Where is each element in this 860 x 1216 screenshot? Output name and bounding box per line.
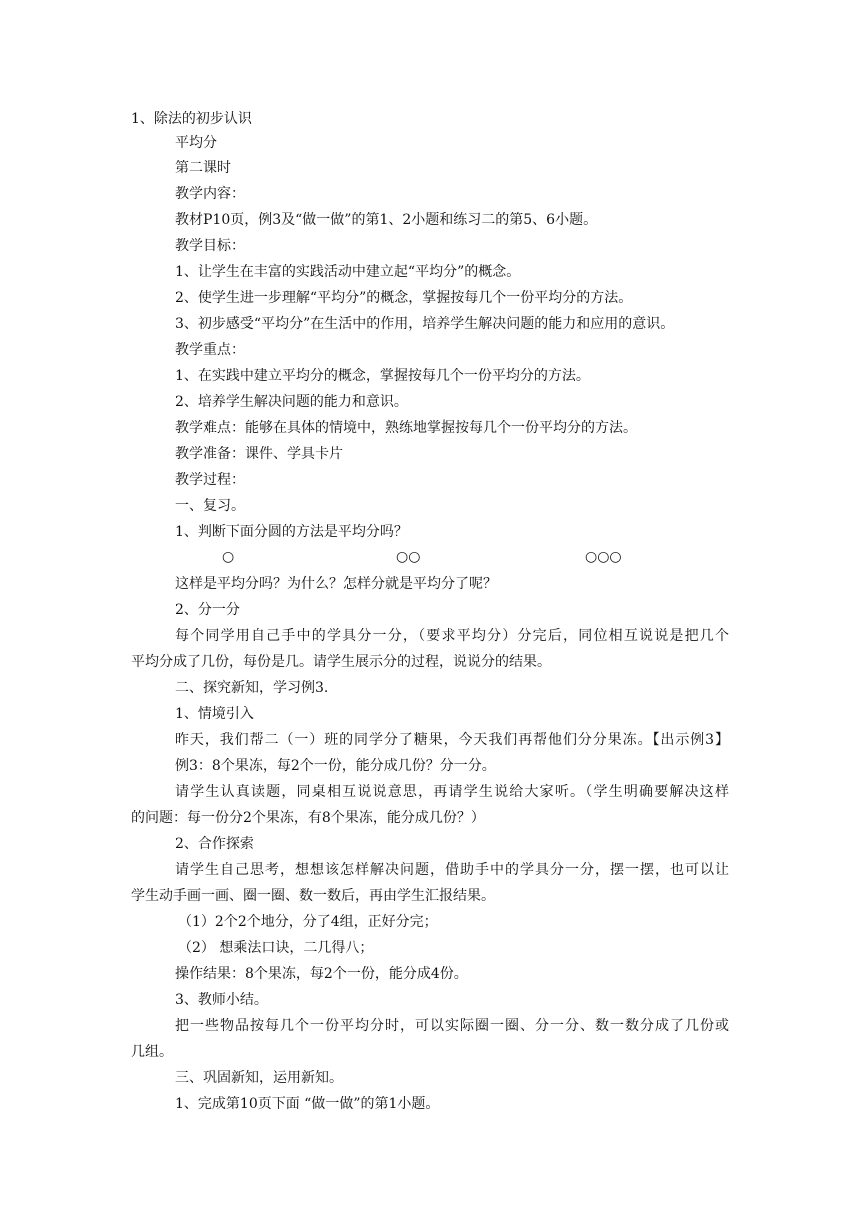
paragraph-line: 几组。 (131, 1044, 173, 1060)
circle-group-two: ○○ (396, 549, 421, 565)
circle-group-one: ○ (222, 549, 235, 565)
paragraph-line: 请学生认真读题，同桌相互说说意思，再请学生说给大家听。（学生明确要解决这样 (175, 784, 729, 800)
paragraph-line: 每个同学用自己手中的学具分一分，（要求平均分）分完后，同位相互说说是把几个 (175, 628, 729, 644)
list-item: （1）2个2个地分，分了4组，正好分完； (178, 914, 438, 930)
subheading: 1、情境引入 (175, 706, 254, 722)
exercise-item: 1、完成第10页下面 “做一做”的第1小题。 (175, 1096, 440, 1112)
key-point-item: 1、在实践中建立平均分的概念，掌握按每几个一份平均分的方法。 (175, 368, 590, 384)
lesson-label: 第二课时 (175, 160, 231, 176)
content-text: 教材P10页，例3及“做一做”的第1、2小题和练习二的第5、6小题。 (175, 212, 598, 228)
paragraph-line: 把一些物品按每几个一份平均分时，可以实际圈一圈、分一分、数一数分成了几份或 (175, 1018, 729, 1034)
subheading: 3、教师小结。 (175, 992, 268, 1008)
document-title: 1、除法的初步认识 (131, 111, 252, 127)
review-question: 1、判断下面分圆的方法是平均分吗？ (175, 524, 408, 540)
key-points-heading: 教学重点： (175, 342, 245, 358)
paragraph-line: 的问题：每一份分2个果冻，有8个果冻，能分成几份？） (131, 810, 485, 826)
objective-item: 1、让学生在丰富的实践活动中建立起“平均分”的概念。 (175, 264, 521, 280)
process-heading: 教学过程： (175, 472, 245, 488)
consolidate-heading: 三、巩固新知，运用新知。 (175, 1070, 343, 1086)
example-text: 例3：8个果冻，每2个一份，能分成几份？分一分。 (175, 758, 496, 774)
review-followup: 这样是平均分吗？为什么？怎样分就是平均分了呢？ (175, 576, 497, 592)
content-heading: 教学内容： (175, 186, 245, 202)
paragraph-line: 学生动手画一画、圈一圈、数一数后，再由学生汇报结果。 (131, 888, 495, 904)
review-heading: 一、复习。 (175, 498, 245, 514)
circle-group-three: ○○○ (585, 549, 622, 565)
objective-item: 3、初步感受“平均分”在生活中的作用，培养学生解决问题的能力和应用的意识。 (175, 316, 675, 332)
key-point-item: 2、培养学生解决问题的能力和意识。 (175, 394, 408, 410)
subheading: 2、合作探索 (175, 836, 254, 852)
objective-item: 2、使学生进一步理解“平均分”的概念，掌握按每几个一份平均分的方法。 (175, 290, 633, 306)
list-item: （2） 想乘法口诀，二几得八； (178, 940, 374, 956)
result-text: 操作结果：8个果冻，每2个一份，能分成4份。 (175, 966, 468, 982)
section-name: 平均分 (175, 135, 217, 151)
difficulty-text: 教学难点：能够在具体的情境中，熟练地掌握按每几个一份平均分的方法。 (175, 420, 637, 436)
paragraph-line: 平均分成了几份，每份是几。请学生展示分的过程，说说分的结果。 (131, 654, 551, 670)
preparation-text: 教学准备：课件、学具卡片 (175, 446, 343, 462)
objectives-heading: 教学目标： (175, 238, 245, 254)
explore-heading: 二、探究新知，学习例3. (175, 680, 329, 696)
paragraph-line: 请学生自己思考，想想该怎样解决问题，借助手中的学具分一分，摆一摆，也可以让 (175, 862, 729, 878)
paragraph-line: 昨天，我们帮二（一）班的同学分了糖果，今天我们再帮他们分分果冻。【出示例3】 (175, 732, 729, 748)
subheading: 2、分一分 (175, 602, 240, 618)
